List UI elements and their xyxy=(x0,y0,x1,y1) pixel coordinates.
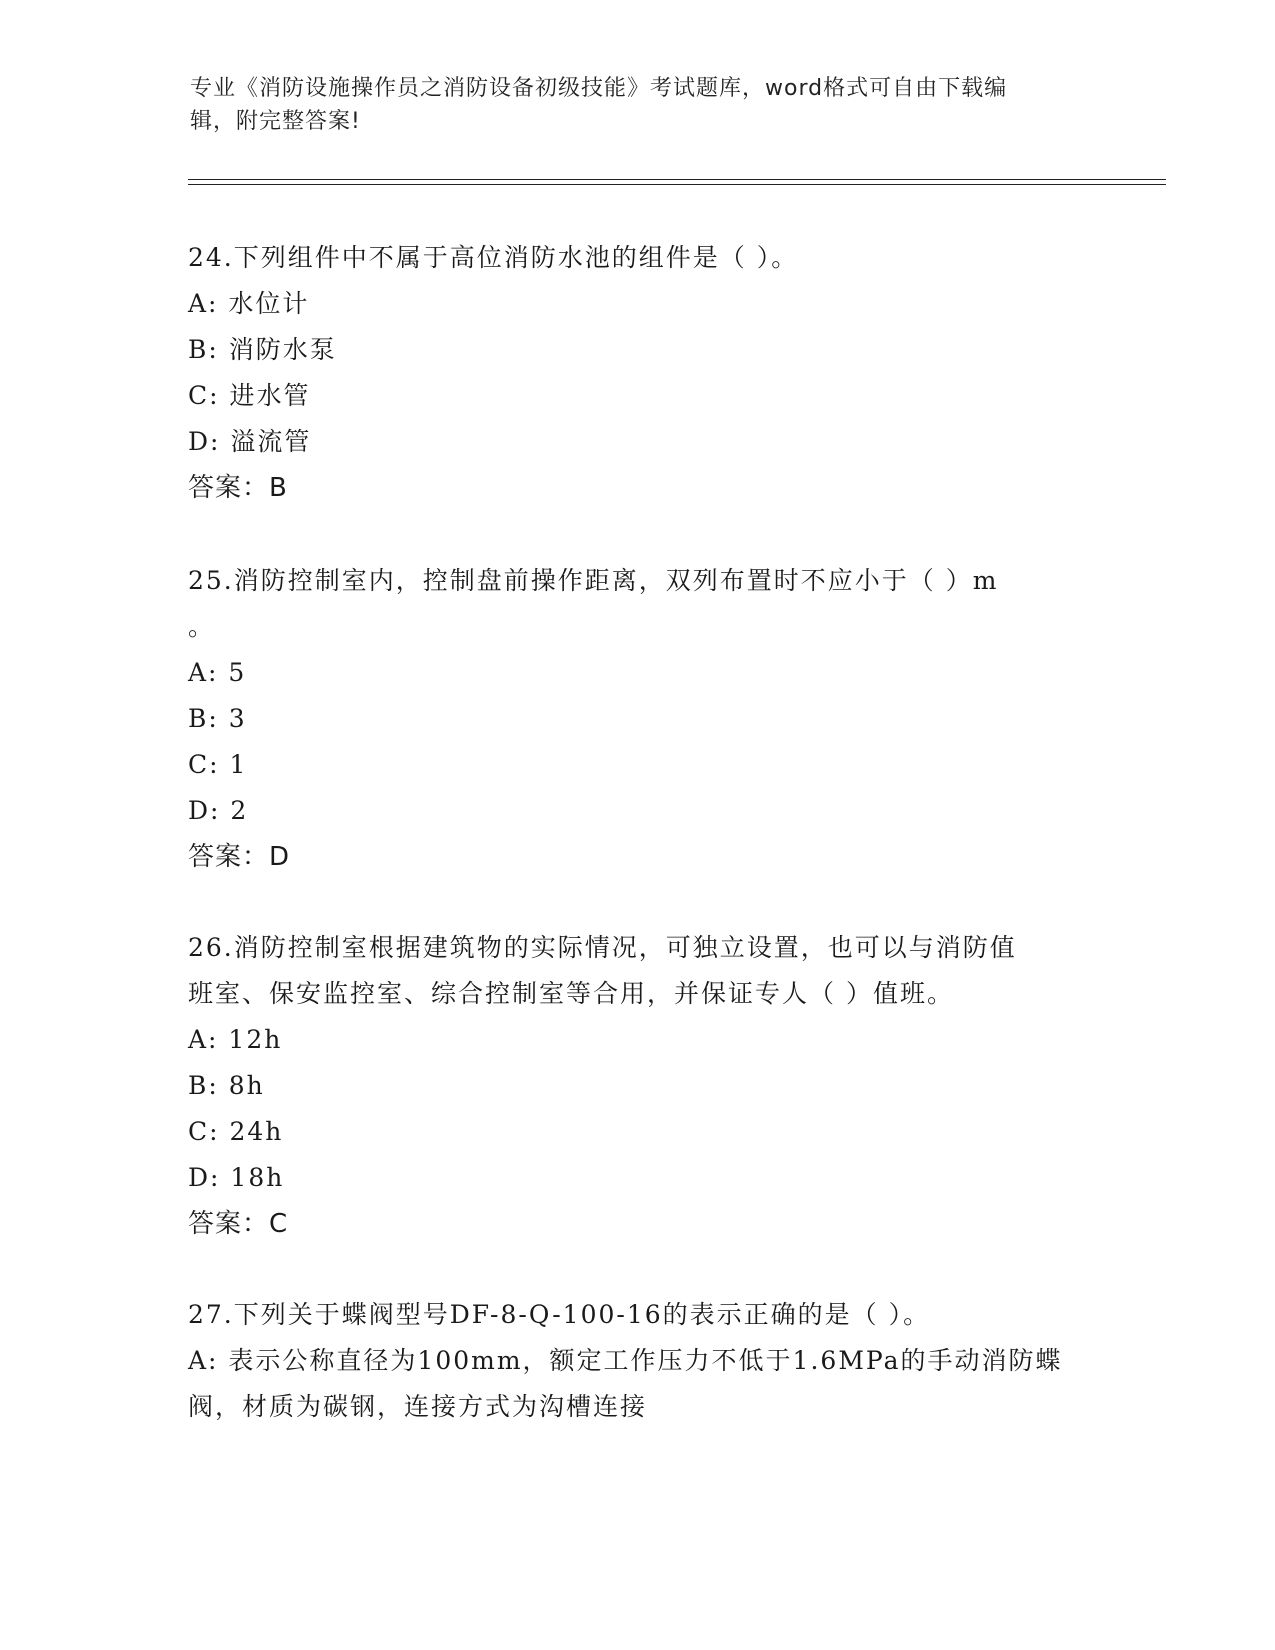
header-divider-top xyxy=(188,179,1166,180)
option-c: C: 1 xyxy=(188,750,248,779)
header-line-2: 辑，附完整答案! xyxy=(190,109,361,134)
option-d: D: 2 xyxy=(188,796,249,825)
option-a-line-2: 阀，材质为碳钢，连接方式为沟槽连接 xyxy=(188,1392,648,1421)
question-25 xyxy=(188,558,1088,880)
option-d: D: 溢流管 xyxy=(188,427,312,456)
answer: 答案：B xyxy=(188,473,288,503)
question-stem-line-2: 班室、保安监控室、综合控制室等合用，并保证专人（ ）值班。 xyxy=(188,979,954,1008)
document-header xyxy=(190,72,1090,138)
question-stem-line-2: 。 xyxy=(188,612,216,641)
option-c: C: 进水管 xyxy=(188,381,311,410)
answer: 答案：D xyxy=(188,842,291,872)
question-26 xyxy=(188,925,1088,1247)
option-c: C: 24h xyxy=(188,1117,284,1146)
option-b: B: 8h xyxy=(188,1071,265,1100)
option-a: A: 水位计 xyxy=(188,289,310,318)
question-stem-line-1: 26.消防控制室根据建筑物的实际情况，可独立设置，也可以与消防值 xyxy=(188,933,1017,962)
option-d: D: 18h xyxy=(188,1163,285,1192)
header-divider-bottom xyxy=(188,184,1166,185)
question-24 xyxy=(188,235,1088,511)
option-b: B: 3 xyxy=(188,704,247,733)
question-stem: 24.下列组件中不属于高位消防水池的组件是（ ）。 xyxy=(188,243,799,272)
option-a-line-1: A: 表示公称直径为100mm，额定工作压力不低于1.6MPa的手动消防蝶 xyxy=(188,1346,1063,1375)
question-stem-line-1: 25.消防控制室内，控制盘前操作距离，双列布置时不应小于（ ）m xyxy=(188,566,999,595)
option-a: A: 5 xyxy=(188,658,247,687)
question-27 xyxy=(188,1292,1088,1430)
option-a: A: 12h xyxy=(188,1025,283,1054)
option-b: B: 消防水泵 xyxy=(188,335,337,364)
header-line-1: 专业《消防设施操作员之消防设备初级技能》考试题库，word格式可自由下载编 xyxy=(190,76,1008,101)
answer: 答案：C xyxy=(188,1209,289,1239)
question-stem: 27.下列关于蝶阀型号DF-8-Q-100-16的表示正确的是（ ）。 xyxy=(188,1300,931,1329)
